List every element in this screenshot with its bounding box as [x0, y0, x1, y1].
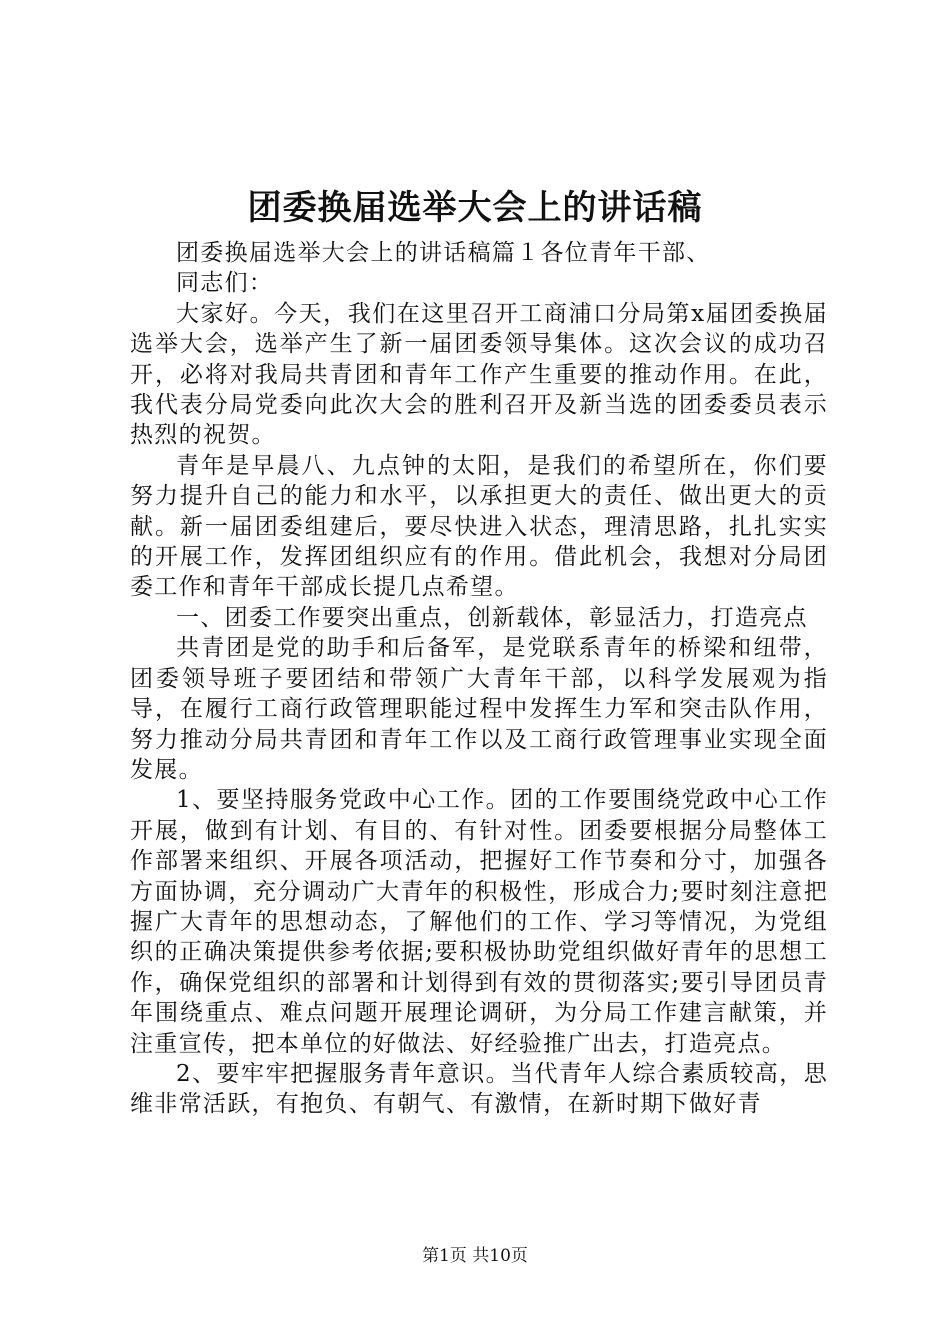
paragraph-intro: 团委换届选举大会上的讲话稿篇１各位青年干部、 — [176, 240, 711, 266]
section-heading-1: 一、团委工作要突出重点，创新载体，彰显活力，打造亮点 — [176, 604, 808, 631]
paragraph-salutation: 同志们： — [176, 270, 274, 297]
paragraph-point-1: 1、要坚持服务党政中心工作。团的工作要围绕党政中心工作开展，做到有计划、有目的、有针对性。团委要根据分局整体工作部署来组织、开展各项活动，把握好工作节奏和分寸，加强各方面协调，充分调动广大青年的积极性，形成合力;要时刻注意把握广大青年的思想动态，了解他们的工作、学习等情况，为党组织的正确决策提供参考依据;要积极协助党组织做好青年的思想工作，确保党组织的部署和计划得到有效的贯彻落实;要引导团员青年围绕重点、难点问题开展理论调研，为分局工作建言献策，并注重宣传，把本单位的好做法、好经验推广出去，打造亮点。 — [130, 787, 828, 1057]
paragraph-greeting: 大家好。今天，我们在这里召开工商浦口分局第x届团委换届选举大会，选举产生了新一届团委领导集体。这次会议的成功召开，必将对我局共青团和青年工作产生重要的推动作用。在此，我代表分局党委向此次大会的胜利召开及新当选的团委委员表示热烈的祝贺。 — [130, 300, 828, 449]
paragraph-point-2: 2、要牢牢把握服务青年意识。当代青年人综合素质较高，思维非常活跃，有抱负、有朝气、有激情，在新时期下做好青 — [130, 1060, 828, 1118]
paragraph-league-role: 共青团是党的助手和后备军，是党联系青年的桥梁和纽带，团委领导班子要团结和带领广大青年干部，以科学发展观为指导，在履行工商行政管理职能过程中发挥生力军和突击队作用，努力推动分局共青团和青年工作以及工商行政管理事业实现全面发展。 — [130, 635, 828, 783]
paragraph-youth-hope: 青年是早晨八、九点钟的太阳，是我们的希望所在，你们要努力提升自己的能力和水平，以承担更大的责任、做出更大的贡献。新一届团委组建后，要尽快进入状态，理清思路，扎扎实实的开展工作，发挥团组织应有的作用。借此机会，我想对分局团委工作和青年干部成长提几点希望。 — [130, 452, 828, 601]
page-footer: 第1页 共10页 — [422, 1246, 528, 1266]
document-body — [130, 238, 828, 1120]
document-title: 团委换届选举大会上的讲话稿 — [247, 188, 703, 228]
